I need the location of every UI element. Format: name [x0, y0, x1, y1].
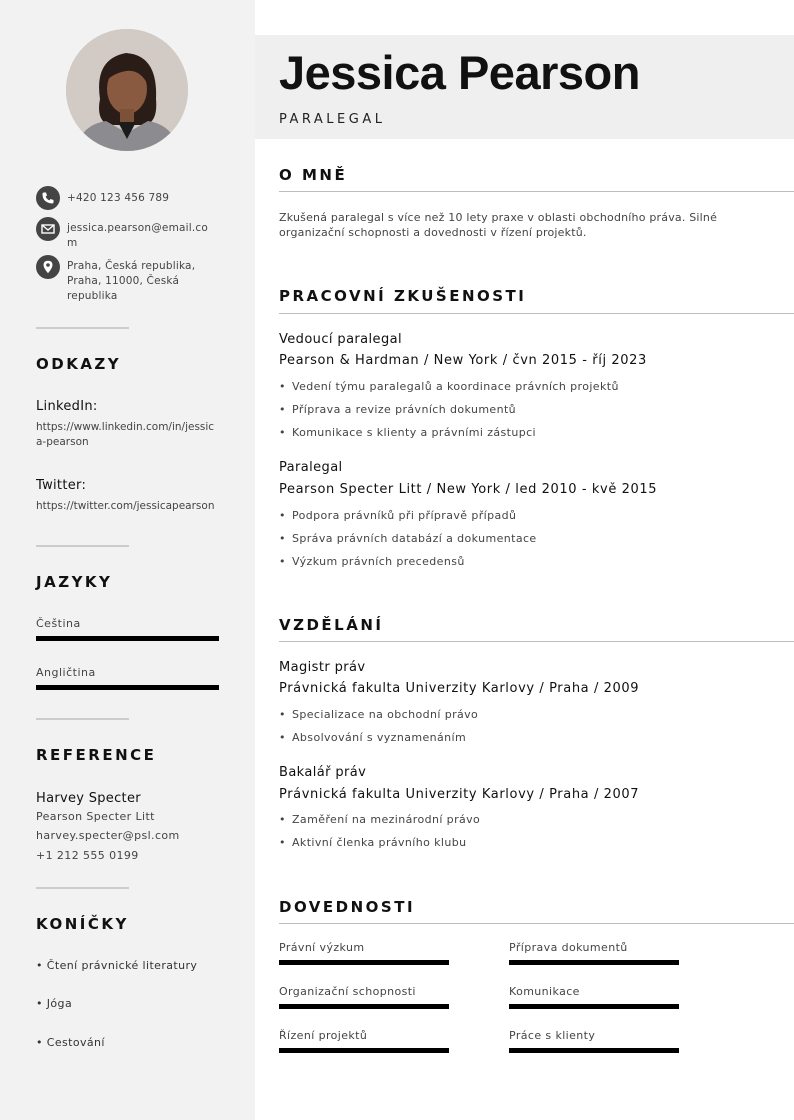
job-organization: Pearson & Hardman / New York / čvn 2015 - říj 2023	[279, 353, 647, 368]
education-heading: VZDĚLÁNÍ	[279, 616, 384, 634]
location-pin-icon	[36, 255, 60, 279]
skill-level-bar	[509, 1004, 679, 1009]
skill-name: Řízení projektů	[279, 1029, 368, 1042]
skill-level-bar	[279, 960, 449, 965]
linkedin-label: LinkedIn:	[36, 399, 98, 414]
job-bullets	[279, 508, 537, 577]
reference-email[interactable]: harvey.specter@psl.com	[36, 829, 180, 842]
list-item: • Vedení týmu paralegalů a koordinace právních projektů	[279, 379, 619, 402]
phone-icon	[36, 186, 60, 210]
job-title: Vedoucí paralegal	[279, 332, 402, 347]
language-name: Čeština	[36, 617, 81, 630]
skill-name: Příprava dokumentů	[509, 941, 628, 954]
job-role: PARALEGAL	[279, 112, 386, 127]
skill-level-bar	[509, 960, 679, 965]
reference-heading: REFERENCE	[36, 746, 157, 764]
sidebar-divider	[36, 718, 129, 720]
list-item: • Podpora právníků při přípravě případů	[279, 508, 537, 531]
language-level-bar	[36, 685, 219, 690]
list-item: • Absolvování s vyznamenáním	[279, 730, 478, 753]
sidebar-divider	[36, 545, 129, 547]
list-item: • Výzkum právních precedensů	[279, 554, 537, 577]
links-heading: ODKAZY	[36, 355, 122, 373]
degree-bullets	[279, 707, 478, 753]
section-divider	[279, 923, 794, 924]
job-bullets	[279, 379, 619, 448]
twitter-link[interactable]: https://twitter.com/jessicapearson	[36, 500, 215, 512]
languages-heading: JAZYKY	[36, 573, 113, 591]
list-item: • Správa právních databází a dokumentace	[279, 531, 537, 554]
linkedin-link[interactable]: https://www.linkedin.com/in/jessica-pearson	[36, 421, 215, 448]
skills-heading: DOVEDNOSTI	[279, 898, 416, 916]
skill-name: Komunikace	[509, 985, 580, 998]
about-text: Zkušená paralegal s více než 10 lety praxe v oblasti obchodního práva. Silné organizační schopnosti a dovednosti v řízení projektů.	[279, 211, 718, 239]
skill-name: Práce s klienty	[509, 1029, 596, 1042]
degree-title: Magistr práv	[279, 660, 366, 675]
list-item: • Příprava a revize právních dokumentů	[279, 402, 619, 425]
hobbies-heading: KONÍČKY	[36, 915, 129, 933]
email-link[interactable]: jessica.pearson@email.com	[67, 222, 208, 249]
language-name: Angličtina	[36, 666, 96, 679]
profile-photo-image	[66, 29, 188, 151]
address-text: Praha, Česká republika, Praha, 11000, Česká republika	[67, 260, 196, 302]
sidebar-divider	[36, 887, 129, 889]
skill-name: Organizační schopnosti	[279, 985, 416, 998]
list-item: • Specializace na obchodní právo	[279, 707, 478, 730]
language-level-bar	[36, 636, 219, 641]
person-name: Jessica Pearson	[279, 46, 640, 99]
hobby-item: • Čtení právnické literatury	[36, 959, 198, 972]
reference-name: Harvey Specter	[36, 791, 141, 806]
profile-photo	[66, 29, 188, 151]
skill-name: Právní výzkum	[279, 941, 365, 954]
reference-company: Pearson Specter Litt	[36, 810, 155, 823]
skill-level-bar	[509, 1048, 679, 1053]
experience-heading: PRACOVNÍ ZKUŠENOSTI	[279, 287, 527, 305]
hobby-item: • Jóga	[36, 997, 73, 1010]
section-divider	[279, 641, 794, 642]
phone-text: +420 123 456 789	[67, 192, 170, 204]
skill-level-bar	[279, 1048, 449, 1053]
degree-institution: Právnická fakulta Univerzity Karlovy / Praha / 2009	[279, 681, 640, 696]
degree-bullets	[279, 812, 480, 858]
section-divider	[279, 313, 794, 314]
section-divider	[279, 191, 794, 192]
hobby-item: • Cestování	[36, 1036, 105, 1049]
degree-institution: Právnická fakulta Univerzity Karlovy / Praha / 2007	[279, 787, 640, 802]
twitter-label: Twitter:	[36, 478, 87, 493]
reference-phone: +1 212 555 0199	[36, 849, 139, 862]
sidebar	[0, 0, 255, 1120]
email-icon	[36, 217, 60, 241]
list-item: • Komunikace s klienty a právními zástupci	[279, 425, 619, 448]
about-heading: O MNĚ	[279, 166, 348, 184]
job-organization: Pearson Specter Litt / New York / led 2010 - kvě 2015	[279, 482, 658, 497]
list-item: • Aktivní členka právního klubu	[279, 835, 480, 858]
degree-title: Bakalář práv	[279, 765, 367, 780]
job-title: Paralegal	[279, 460, 343, 475]
list-item: • Zaměření na mezinárodní právo	[279, 812, 480, 835]
sidebar-divider	[36, 327, 129, 329]
skill-level-bar	[279, 1004, 449, 1009]
